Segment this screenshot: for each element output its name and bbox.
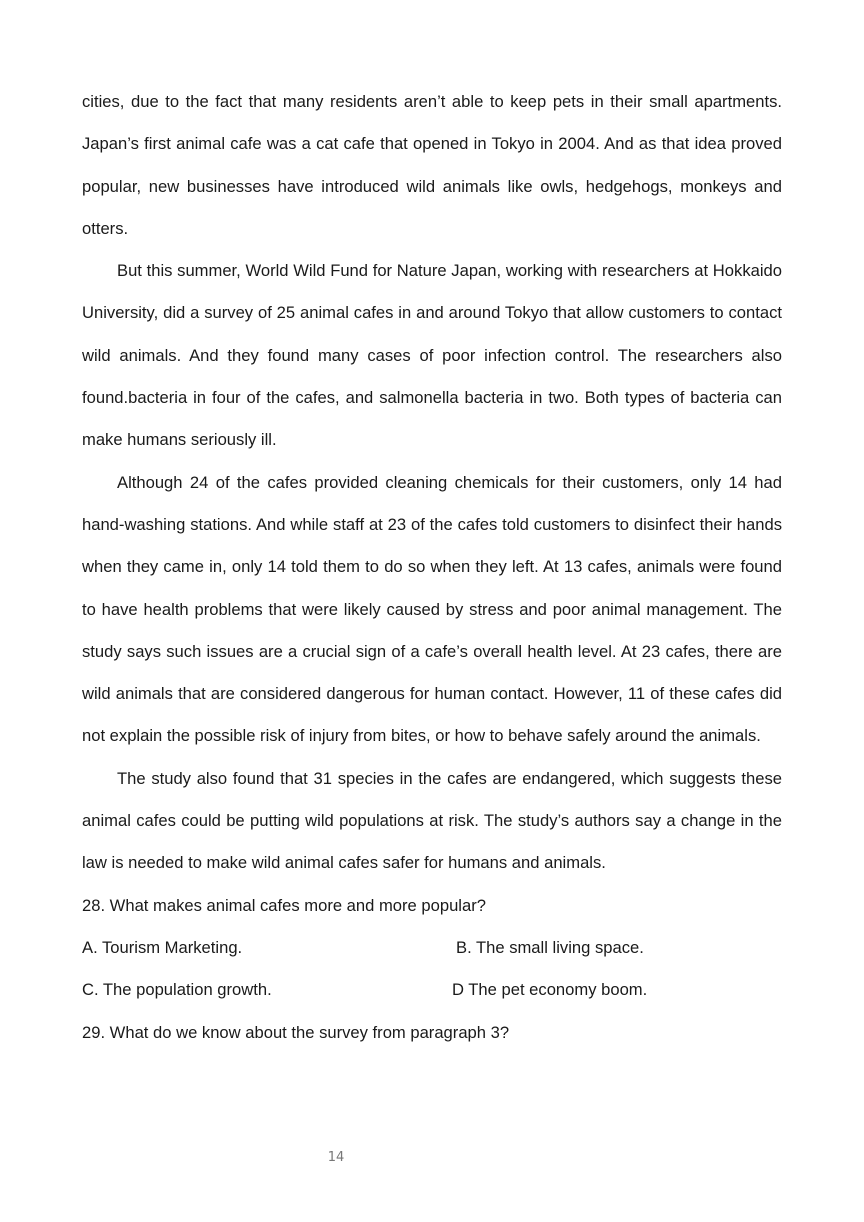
question-28-options-row-1 bbox=[82, 927, 782, 969]
question-28-option-d: D The pet economy boom. bbox=[452, 980, 648, 1000]
question-29-stem: 29. What do we know about the survey from paragraph 3? bbox=[82, 1022, 510, 1042]
page-number: 14 bbox=[327, 1150, 345, 1165]
paragraph-2: But this summer, World Wild Fund for Nature Japan, working with researchers at Hokkaido University, did a survey of 25 animal cafes in and around Tokyo that allow customers to contact wild animals. And they found many cases of poor infection control. The researchers also found.bacteria in four of the cafes, and salmonella bacteria in two. Both types of bacteria can make humans seriously ill. bbox=[82, 261, 782, 450]
question-28-stem: 28. What makes animal cafes more and more popular? bbox=[82, 895, 486, 915]
paragraph-1: cities, due to the fact that many residents aren’t able to keep pets in their small apartments. Japan’s first animal cafe was a cat cafe that opened in Tokyo in 2004. And as that idea proved popular, new businesses have introduced wild animals like owls, hedgehogs, monkeys and otters. bbox=[82, 92, 782, 238]
question-28-option-b: B. The small living space. bbox=[456, 937, 644, 957]
question-28-options-row-2 bbox=[82, 969, 782, 1011]
question-28-option-c: C. The population growth. bbox=[82, 980, 272, 1000]
question-28-option-a: A. Tourism Marketing. bbox=[82, 937, 243, 957]
paragraph-3: Although 24 of the cafes provided cleaning chemicals for their customers, only 14 had hand-washing stations. And while staff at 23 of the cafes told customers to disinfect their hands when they came in, only 14 told them to do so when they left. At 13 cafes, animals were found to have health problems that were likely caused by stress and poor animal management. The study says such issues are a crucial sign of a cafe’s overall health level. At 23 cafes, there are wild animals that are considered dangerous for human contact. However, 11 of these cafes did not explain the possible risk of injury from bites, or how to behave safely around the animals. bbox=[82, 472, 782, 746]
paragraph-4: The study also found that 31 species in the cafes are endangered, which suggests these animal cafes could be putting wild populations at risk. The study’s authors say a change in the law is needed to make wild animal cafes safer for humans and animals. bbox=[82, 768, 782, 873]
document-body bbox=[82, 81, 782, 1054]
